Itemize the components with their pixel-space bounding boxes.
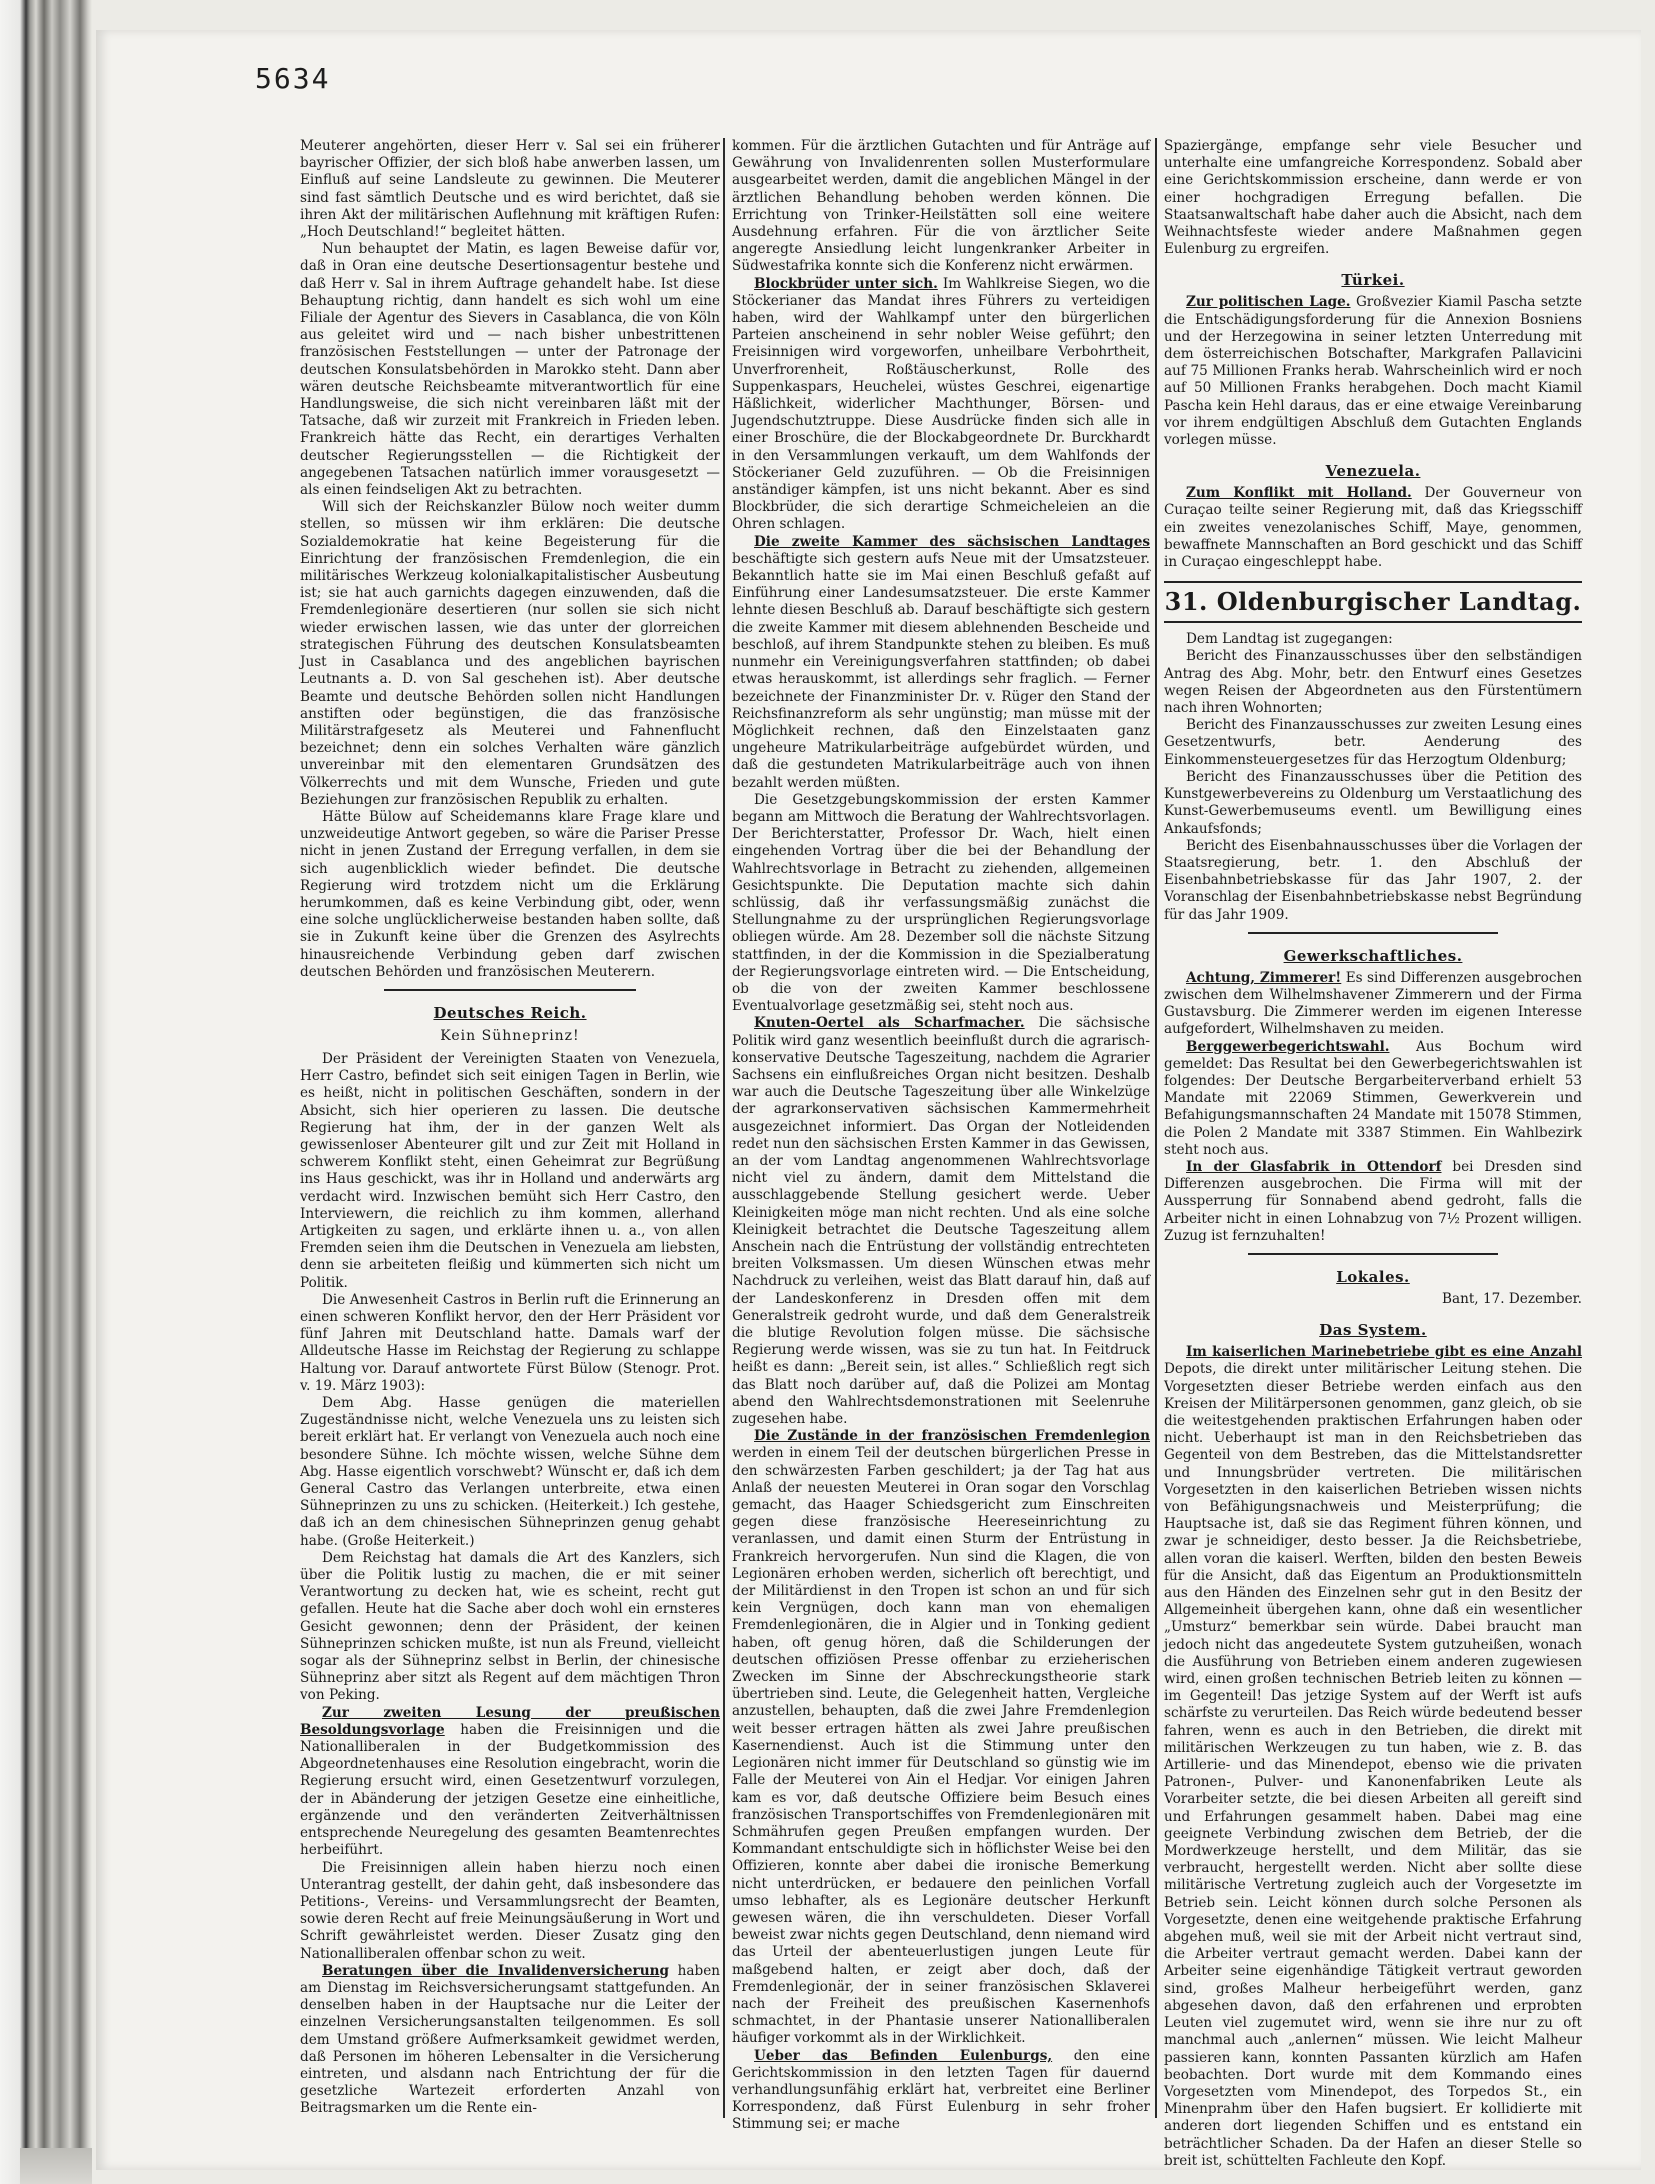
paragraph xyxy=(1164,1344,1582,2170)
paragraph-text: haben am Dienstag im Reichsversicherungsamt stattgefunden. An denselben haben in der Hauptsache nur die Leiter der einzelnen Versicherungsanstalten teilgenommen. Es soll dem Umstand größere Aufmerksamkeit gewidmet werden, daß Personen im höheren Lebensalter in die Versicherung eintreten, und alsdann nach Entrichtung der für die gesetzliche Wartezeit erforderten Anzahl von Beitragsmarken um die Rente ein- xyxy=(300,1962,720,2117)
paragraph xyxy=(732,1015,1150,1428)
article-lead: Zum Konflikt mit Holland. xyxy=(1186,485,1412,502)
paragraph: Die Anwesenheit Castros in Berlin ruft die Erinnerung an einen schweren Konflikt hervor, den der Herr Präsident vor fünf Jahren mit Deutschland hatte. Damals warf der Alldeutsche Hasse im Reichstag der Regierung zu schlappe Haltung vor. Darauf antwortete Fürst Bülow (Stenogr. Prot. v. 19. März 1903): xyxy=(300,1291,720,1394)
paragraph xyxy=(732,534,1150,792)
section-heading: Lokales. xyxy=(1336,1267,1410,1286)
column-2 xyxy=(732,138,1150,2134)
paragraph-text: Aus Bochum wird gemeldet: Das Resultat bei den Gewerbegerichtswahlen ist folgendes: Der Deutsche Bergarbeiterverband erhielt 53 Mandate mit 22069 Stimmen, Gewerkverein und Befahigungsmannschaften 24 Mandate mit 15078 Stimmen, die Polen 2 Mandate mit 3387 Stimmen. Ein Wahlbezirk steht noch aus. xyxy=(1164,1038,1582,1158)
paragraph xyxy=(1164,485,1582,571)
section-heading: Deutsches Reich. xyxy=(433,1003,587,1022)
paragraph-text: Die sächsische Politik wird ganz wesentlich beeinflußt durch die agrarisch-konservative Deutsche Tageszeitung, nachdem die Agrarier Sachsens ein einflußreiches Organ nicht besitzen. Deshalb war auch die Deutsche Tageszeitung über alle Winkelzüge der agrarkonservativen sächsischen Kammermehrheit ausgezeichnet informiert. Das Organ der Notleidenden redet nun den sächsischen Ersten Kammer in das Gewissen, an der vom Landtag angenommenen Wahlrechtsvorlage nicht viel zu ändern, damit dem Mittelstand die ausschlaggebende Stellung gesichert werde. Ueber Kleinigkeiten möge man nicht rechten. Und als eine solche Kleinigkeit betrachtet die Deutsche Tageszeitung allem Anschein nach die Entrüstung der vollständig entrechteten breiten Volksmassen. Um diesen Wünschen etwas mehr Nachdruck zu verleihen, weist das Blatt darauf hin, daß auf der Landeskonferenz in Dresden offen mit dem Generalstreik gedroht wurde, und daß dem Generalstreik die blutige Revolution folgen müsse. Die sächsische Regierung werde wissen, was sie zu tun hat. In Feitdruck heißt es dann: „Bereit sein, ist alles.“ Schließlich regt sich das Blatt noch darüber auf, daß die Polizei am Montag abend den Wahlrechtsdemonstrationen mit Seelenruhe zugesehen habe. xyxy=(732,1015,1150,1428)
paragraph xyxy=(1164,1039,1582,1159)
paragraph: kommen. Für die ärztlichen Gutachten und für Anträge auf Gewährung von Invalidenrenten sollen Musterformulare ausgearbeitet werden, damit die angeblichen Mängel in der ärztlichen Behandlung behoben werden können. Die Errichtung von Trinker-Heilstätten soll eine weitere Ausdehnung erfahren. Für die von ärztlicher Seite angeregte Ansiedlung leicht lungenkranker Arbeiter in Südwestafrika konnte sich die Konferenz nicht erwärmen. xyxy=(732,138,1150,275)
paragraph xyxy=(732,2048,1150,2134)
paragraph xyxy=(732,1428,1150,2047)
article-lead: Zur politischen Lage. xyxy=(1186,294,1351,311)
paragraph: Bericht des Finanzausschusses über die Petition des Kunstgewerbevereins zu Oldenburg um Verstaatlichung des Kunst-Gewerbemuseums eventl. um Bewilligung eines Ankaufsfonds; xyxy=(1164,768,1582,837)
paragraph: Nun behauptet der Matin, es lagen Beweise dafür vor, daß in Oran eine deutsche Desertionsagentur bestehe und daß Herr v. Sal in ihrem Auftrage gehandelt habe. Ist diese Behauptung richtig, dann handelt es sich wohl um eine Filiale der Agentur des Sievers in Casablanca, die von Köln aus geleitet wird und — nach bisher unbestrittenen französischen Feststellungen — unter der Patronage der deutschen Konsulatsbehörden in Marokko steht. Dann aber wären deutsche Reichsbeamte mitverantwortlich für eine Handlungsweise, die sich nicht vereinbaren läßt mit der Tatsache, daß wir zurzeit mit Frankreich in Frieden leben. Frankreich hätte das Recht, ein derartiges Verhalten deutscher Regierungsstellen — die Richtigkeit der angegebenen Tatsachen natürlich immer vorausgesetzt — als einen feindseligen Akt zu betrachten. xyxy=(300,241,720,499)
paragraph xyxy=(732,276,1150,534)
paragraph-text: Großvezier Kiamil Pascha setzte die Entschädigungsforderung für die Annexion Bosniens und der Herzegowina in seiner letzten Unterredung mit dem österreichischen Botschafter, Markgrafen Pallavicini auf 75 Millionen Franks herab. Wahrscheinlich wird er noch auf 50 Millionen Franks herabgehen. Doch macht Kiamil Pascha kein Hehl daraus, das er eine etwaige Vereinbarung vor ihrem endgültigen Abschluß dem Gutachten Englands vorlegen müsse. xyxy=(1164,294,1582,449)
book-binding xyxy=(0,0,92,2184)
section-heading: Gewerkschaftliches. xyxy=(1283,946,1463,965)
paragraph-text: werden in einem Teil der deutschen bürgerlichen Presse in den schwärzesten Farben geschildert; ja der Tag hat aus Anlaß der neuesten Meuterei in Oran sogar den Vorschlag gemacht, das Haager Schiedsgericht zum Einschreiten gegen diese französische Heereseinrichtung zu veranlassen, und damit einen Sturm der Entrüstung in Frankreich hervorgerufen. Nun sind die Klagen, die von Legionären erhoben werden, sicherlich oft berechtigt, und der Militärdienst in den Tropen ist schon an und für sich kein Vergnügen, doch kann man von ehemaligen Fremdenlegionären, die in Algier und in Tonking gedient haben, oft genug hören, daß die Schilderungen der deutschen offiziösen Presse offenbar zu erzieherischen Zwecken im Sinne der Abschreckungstheorie stark übertrieben sind. Leute, die Gelegenheit hatten, Vergleiche anzustellen, behaupten, daß die zwei Jahre Fremdenlegion weit besser ertragen hätten als zwei Jahre preußischen Kasernendienst. Auch ist die Stimmung unter den Legionären nicht immer für Deutschland so günstig wie im Falle der Meuterei von Ain el Hedjar. Vor einigen Jahren kam es vor, daß deutsche Offiziere beim Besuch eines französischen Transportschiffes von Fremdenlegionären mit Schmährufen gegen Preußen empfangen wurden. Der Kommandant entschuldigte sich in höflichster Weise bei den Offizieren, konnte aber dabei die ironische Bemerkung nicht unterdrücken, er bedauere den peinlichen Vorfall umso lebhafter, als es Legionäre deutscher Herkunft gewesen wären, die ihn verschuldeten. Dieser Vorfall beweist zwar nichts gegen Deutschland, denn niemand wird das Urteil der abenteuerlustigen jungen Leute für maßgebend halten, er zeigt aber doch, daß der Fremdenlegionär, der in seiner französischen Sklaverei nach der Freiheit des preußischen Kasernenhofs schmachtet, in der Phantasie unserer Nationalliberalen häufiger vorkommt als in der Wirklichkeit. xyxy=(732,1445,1150,2047)
article-lead: Ueber das Befinden Eulenburgs, xyxy=(754,2047,1053,2064)
article-lead: Beratungen über die Invalidenversicherung xyxy=(322,1962,669,1979)
article-title: Das System. xyxy=(1319,1321,1427,1340)
section-heading-large: 31. Oldenburgischer Landtag. xyxy=(1164,581,1582,623)
article-title: Kein Sühneprinz! xyxy=(440,1027,580,1044)
paragraph-text: Im Wahlkreise Siegen, wo die Stöckerianer das Mandat ihres Führers zu verteidigen haben, wird der Wahlkampf unter den bürgerlichen Parteien anscheinend in sehr nobler Weise geführt; den Freisinnigen wird vorgeworfen, unheilbare Verbohrtheit, Unverfrorenheit, Roßtäuscherkunst, Rolle des Suppenkaspars, Heuchelei, wüstes Geschrei, eigenartige Häßlichkeit, widerlicher Machthunger, Börsen- und Jugendschutztruppe. Diese Ausdrücke finden sich alle in einer Broschüre, die der Blockabgeordnete Dr. Burckhardt in den Versammlungen verkauft, um dem Wahlfonds der Stöckerianer Geld zuzuführen. — Ob die Freisinnigen anständiger kämpfen, ist uns nicht bekannt. Aber es sind Blockbrüder, die sich derartige Schmeicheleien an die Ohren schlagen. xyxy=(732,275,1150,533)
paragraph-text: den eine Gerichtskommission in den letzten Tagen für dauernd verhandlungsunfähig erklärt hat, verbreitet eine Berliner Korrespondenz, daß Fürst Eulenburg in sehr froher Stimmung sei; er mache xyxy=(732,2047,1150,2133)
paragraph: Die Gesetzgebungskommission der ersten Kammer begann am Mittwoch die Beratung der Wahlrechtsvorlagen. Der Berichterstatter, Professor Dr. Wach, hielt einen eingehenden Vortrag über die bei der Behandlung der Wahlrechtsvorlage in Betracht zu ziehenden, allgemeinen Gesichtspunkte. Die Deputation machte sich dahin schlüssig, daß ihr verfassungsmäßig zunächst die Stellungnahme zu der ursprünglichen Regierungsvorlage obliegen würde. Am 28. Dezember soll die nächste Sitzung stattfinden, in der die Kommission in die Spezialberatung der Regierungsvorlage eintreten wird. — Die Entscheidung, ob die von der zweiten Kammer beschlossene Eventualvorlage gesetzmäßig sei, steht noch aus. xyxy=(732,791,1150,1015)
paragraph-text: Der Gouverneur von Curaçao teilte seiner Regierung mit, daß das Kriegsschiff ein zweites venezolanisches Schiff, Maye, genommen, bewaffnete Mannschaften an Bord geschickt und das Schiff in Curaçao eingeschleppt habe. xyxy=(1164,485,1582,571)
dateline: Bant, 17. Dezember. xyxy=(1441,1290,1582,1307)
paragraph xyxy=(300,1705,720,1860)
paragraph-text: Depots, die direkt unter militärischer Leitung stehen. Die Vorgesetzten dieser Betriebe werden einfach aus den Kreisen der Militärpersonen genommen, ganz gleich, ob sie die weitestgehenden praktischen Erfahrungen haben oder nicht. Ueberhaupt ist man in den Reichsbetrieben das Gegenteil von dem Bestreben, das die Mittelstandsretter und Innungsbrüder vertreten. Die militärischen Vorgesetzten in den kaiserlichen Betrieben wissen nichts von Befähigungsnachweis und Meisterprüfung; die Hauptsache ist, daß sie das Regiment führen können, und zwar je schneidiger, desto besser. Ja die Reichsbetriebe, allen voran die kaiserl. Werften, bilden den besten Beweis für die Ansicht, daß das Eigentum an Produktionsmitteln aus den Händen des Einzelnen sehr gut in den Besitz der Allgemeinheit übergehen kann, ohne daß ein wesentlicher „Umsturz“ bemerkbar sein würde. Dabei braucht man jedoch nicht das angedeutete System gutzuheißen, wonach die Ausführung von Betrieben einem anderen zugewiesen wird, einen großen technischen Betrieb leiten zu können — im Gegenteil! Das jetzige System auf der Werft ist aufs schärfste zu verurteilen. Das Reich würde bedeutend besser fahren, wenn es auch in den Betrieben, die direkt mit militärischen Werkzeugen zu tun haben, wie z. B. das Artillerie- und das Minendepot, ebenso wie die privaten Patronen-, Pulver- und Kanonenfabriken Leute als Vorarbeiter setzte, die bei diesen Arbeiten all gereift sind und Erfahrungen gesammelt haben. Dabei mag eine geeignete Verbindung zwischen dem Betrieb, der die Mordwerkzeuge herstellt, und dem Militär, das sie verbraucht, hergestellt werden. Nicht aber sollte diese militärische Vertretung zugleich auch der Vorgesetzte im Betrieb sein. Leicht können durch solche Personen als Vorgesetzte, denen eine weitgehende praktische Erfahrung abgehen muß, weil sie mit der Arbeit nicht vertraut sind, die Arbeiter vertraut gemacht werden. Dabei kann der Arbeiter seine eigenhändige Tätigkeit vertraut geworden sind, großes Malheur herbeigeführt werden, ganz abgesehen davon, daß den erfahrenen und erprobten Leuten viel zugemutet wird, wenn sie ihre nur zu oft manchmal auch „anlernen“ müssen. Wie leicht Malheur passieren kann, konnten Passanten kürzlich am Hafen beobachten. Dort wurde mit dem Kommando eines Vorgesetzten vom Minendepot, des Torpedos St., ein Minenprahm über den Hafen bugsiert. Er kollidierte mit anderen dort liegenden Schiffen und es entstand ein beträchtlicher Schaden. Da der Hafen an dieser Stelle so breit ist, schüttelten Fachleute den Kopf. xyxy=(1164,1361,1582,2169)
article-lead: Die zweite Kammer des sächsischen Landtages xyxy=(754,533,1150,550)
article-lead: Knuten-Oertel als Scharfmacher. xyxy=(754,1015,1025,1032)
section-heading: Türkei. xyxy=(1341,271,1405,290)
article-lead: Zur zweiten Lesung der preußischen Besoldungsvorlage xyxy=(300,1704,720,1738)
section-divider xyxy=(1248,932,1499,934)
paragraph: Dem Abg. Hasse genügen die materiellen Zugeständnisse nicht, welche Venezuela uns zu leisten sich bereit erklärt hat. Er verlangt von Venezuela auch noch eine besondere Sühne. Ich möchte wissen, welche Sühne dem Abg. Hasse eigentlich vorschwebt? Wünscht er, daß ich dem General Castro das Verlangen unterbreite, etwa einen Sühneprinzen zu uns zu schicken. (Heiterkeit.) Ich gestehe, daß ich an dem chinesischen Sühneprinzen genug gehabt habe. (Große Heiterkeit.) xyxy=(300,1395,720,1549)
article-lead: Im kaiserlichen Marinebetriebe gibt es eine Anzahl xyxy=(1186,1344,1582,1361)
paragraph xyxy=(1164,294,1582,449)
paragraph: Dem Reichstag hat damals die Art des Kanzlers, sich über die Politik lustig zu machen, die er mit seiner Verantwortung zu decken hat, wie es scheint, recht gut gefallen. Heute hat die Sache aber doch wohl ein ernsteres Gesicht gewonnen; denn der Präsident, der keinen Sühneprinzen schicken mußte, ist nun als Freund, vielleicht sogar als der Sühneprinz selbst in Berlin, der chinesische Sühneprinz aber sitzt als Regent auf dem mächtigen Thron von Peking. xyxy=(300,1549,720,1704)
paragraph: Hätte Bülow auf Scheidemanns klare Frage klare und unzweideutige Antwort gegeben, so wäre die Pariser Presse nicht in jenen Zustand der Erregung verfallen, in dem sie sich augenblicklich wieder befindet. Die deutsche Regierung wird trotzdem nicht um die Erklärung herumkommen, daß es keine Verbindung gibt, oder, wenn eine solche unglücklicherweise bestanden haben sollte, daß sie in Zukunft keine über die Grenzen des Asylrechts hinausreichende Verbindung geben darf zwischen deutschen Behörden und französischen Meuterern. xyxy=(300,808,720,980)
page-number: 5634 xyxy=(255,62,331,95)
paragraph-text: Es sind Differenzen ausgebrochen zwischen dem Wilhelmshavener Zimmerern und der Firma Gustavsburg. Die Zimmerer werden im eigenen Interesse aufgefordert, Wilhelmshaven zu meiden. xyxy=(1164,969,1583,1038)
section-heading: Venezuela. xyxy=(1325,462,1421,481)
paragraph-text: beschäftigte sich gestern aufs Neue mit der Umsatzsteuer. Bekanntlich hatte sie im Mai einen Beschluß gefaßt auf Einführung einer Landesumsatzsteuer. Die erste Kammer lehnte diesen Beschluß ab. Darauf beschäftigte sich gestern die zweite Kammer mit diesem ablehnenden Bescheide und beschloß, auf ihrem Standpunkte stehen zu bleiben. Es muß nunmehr ein Vereinigungsverfahren stattfinden; ob dabei etwas herauskommt, ist allerdings sehr fraglich. — Ferner bezeichnete der Finanzminister Dr. v. Rüger den Stand der Reichsfinanzreform als sehr ungünstig; man müsse mit der Möglichkeit rechnen, daß den Einzelstaaten ganz ungeheure Matrikularbeiträge aufgebürdet würden, und daß die gestundeten Matrikularbeiträge auch von ihnen bezahlt werden müßten. xyxy=(732,550,1150,791)
section-divider xyxy=(1248,1253,1499,1255)
book-binding-edge xyxy=(20,2148,92,2184)
paragraph: Will sich der Reichskanzler Bülow noch weiter dumm stellen, so müssen wir ihm erklären: Die deutsche Sozialdemokratie hat keine Begeisterung für die Einrichtung der französischen Fremdenlegion, die ein militärisches Werkzeug kolonialkapitalistischer Ausbeutung ist; sie hat auch garnichts dagegen einzuwenden, daß die Fremdenlegionäre desertieren (nur sollen sie sich nicht wieder erwischen lassen, wie das unter der glorreichen strategischen Führung des deutschen Konsulatsbeamten Just in Casablanca und des angeblichen bayrischen Leutnants a. D. von Sal geschehen ist). Aber deutsche Beamte und deutsche Behörden sollen nicht Handlungen anstiften oder begünstigen, die das französische Militärstrafgesetz als Meuterei und Fahnenflucht bezeichnet; denn ein solches Verhalten wäre gänzlich unvereinbar mit den elementaren Grundsätzen des Völkerrechts und mit dem Wunsche, Frieden und gute Beziehungen zur französischen Republik zu erhalten. xyxy=(300,499,720,808)
paragraph: Meuterer angehörten, dieser Herr v. Sal sei ein früherer bayrischer Offizier, der sich bloß habe anwerben lassen, um Einfluß auf seine Landsleute zu gewinnen. Die Meuterer sind fast sämtlich Deutsche und es wird berichtet, daß sie ihren Akt der militärischen Auflehnung mit kräftigen Rufen: „Hoch Deutschland!“ begleitet hätten. xyxy=(300,138,720,241)
column-3 xyxy=(1164,138,1582,2170)
paragraph: Bericht des Eisenbahnausschusses über die Vorlagen der Staatsregierung, betr. 1. den Abschluß der Eisenbahnbetriebskasse für das Jahr 1907, 2. der Voranschlag der Eisenbahnbetriebskasse nebst Begründung für das Jahr 1909. xyxy=(1164,837,1582,923)
paragraph-text: haben die Freisinnigen und die Nationalliberalen in der Budgetkommission des Abgeordnetenhauses eine Resolution eingebracht, worin die Regierung ersucht wird, einen Gesetzentwurf vorzulegen, der in Abänderung der jetzigen Gesetze eine einheitliche, ergänzende und den veränderten Zeitverhältnissen entsprechende Neuregelung des gesamten Beamtenrechtes herbeiführt. xyxy=(300,1721,720,1859)
paragraph xyxy=(1164,970,1582,1039)
article-lead: Berggewerbegerichtswahl. xyxy=(1186,1038,1390,1055)
section-divider xyxy=(384,989,636,991)
article-lead: Die Zustände in der französischen Fremdenlegion xyxy=(754,1428,1150,1445)
paragraph: Bericht des Finanzausschusses zur zweiten Lesung eines Gesetzentwurfs, betr. Aenderung des Einkommensteuergesetzes für das Herzogtum Oldenburg; xyxy=(1164,717,1582,768)
paragraph xyxy=(1164,1159,1582,1245)
article-lead: Achtung, Zimmerer! xyxy=(1186,969,1342,986)
paragraph: Dem Landtag ist zugegangen: xyxy=(1186,631,1393,648)
paragraph: Der Präsident der Vereinigten Staaten von Venezuela, Herr Castro, befindet sich seit einigen Tagen in Berlin, wie es heißt, nicht in politischen Geschäften, sondern in der Absicht, sich hier operieren zu lassen. Die deutsche Regierung hat ihm, der in der ganzen Welt als gewissenloser Abenteurer gilt und zur Zeit mit Holland in schwerem Konflikt steht, einen Geheimrat zur Begrüßung ins Haus geschickt, was ihr in Holland und anderwärts arg verdacht wird. Inzwischen bemüht sich Herr Castro, den Interviewern, die reichlich zu ihm kommen, allerhand Artigkeiten zu sagen, und erklärte ihnen u. a., von allen Fremden seien ihm die Deutschen in Venezuela am liebsten, denn sie arbeiteten fleißig und kümmerten sich nicht um Politik. xyxy=(300,1050,720,1291)
paragraph-text: bei Dresden sind Differenzen ausgebrochen. Die Firma will mit der Aussperrung für Sonnabend abend gedroht, falls die Arbeiter nicht in einen Lohnabzug von 7½ Prozent willigen. Zuzug ist fernzuhalten! xyxy=(1164,1158,1582,1244)
paragraph: Bericht des Finanzausschusses über den selbständigen Antrag des Abg. Mohr, betr. den Entwurf eines Gesetzes wegen Reisen der Abgeordneten aus den Fürstentümern nach ihren Wohnorten; xyxy=(1164,648,1582,717)
paragraph: Die Freisinnigen allein haben hierzu noch einen Unterantrag gestellt, der dahin geht, daß insbesondere das Petitions-, Vereins- und Versammlungsrecht der Beamten, sowie deren Recht auf freie Meinungsäußerung in Wort und Schrift gewährleistet werden. Dieser Zusatz ging den Nationalliberalen offenbar schon zu weit. xyxy=(300,1859,720,1962)
paragraph xyxy=(300,1963,720,2118)
article-lead: In der Glasfabrik in Ottendorf xyxy=(1186,1158,1442,1175)
paragraph: Spaziergänge, empfange sehr viele Besucher und unterhalte eine umfangreiche Korrespondenz. Sobald aber eine Gerichtskommission erscheine, dann werde er von einer hochgradigen Erregung befallen. Die Staatsanwaltschaft habe daher auch die Absicht, nach dem Weihnachtsfeste wieder andere Maßnahmen gegen Eulenburg zu ergreifen. xyxy=(1164,138,1582,258)
column-1 xyxy=(300,138,720,2118)
column-rule xyxy=(1155,138,1157,2118)
article-lead: Blockbrüder unter sich. xyxy=(754,275,938,292)
column-rule xyxy=(723,138,725,2118)
